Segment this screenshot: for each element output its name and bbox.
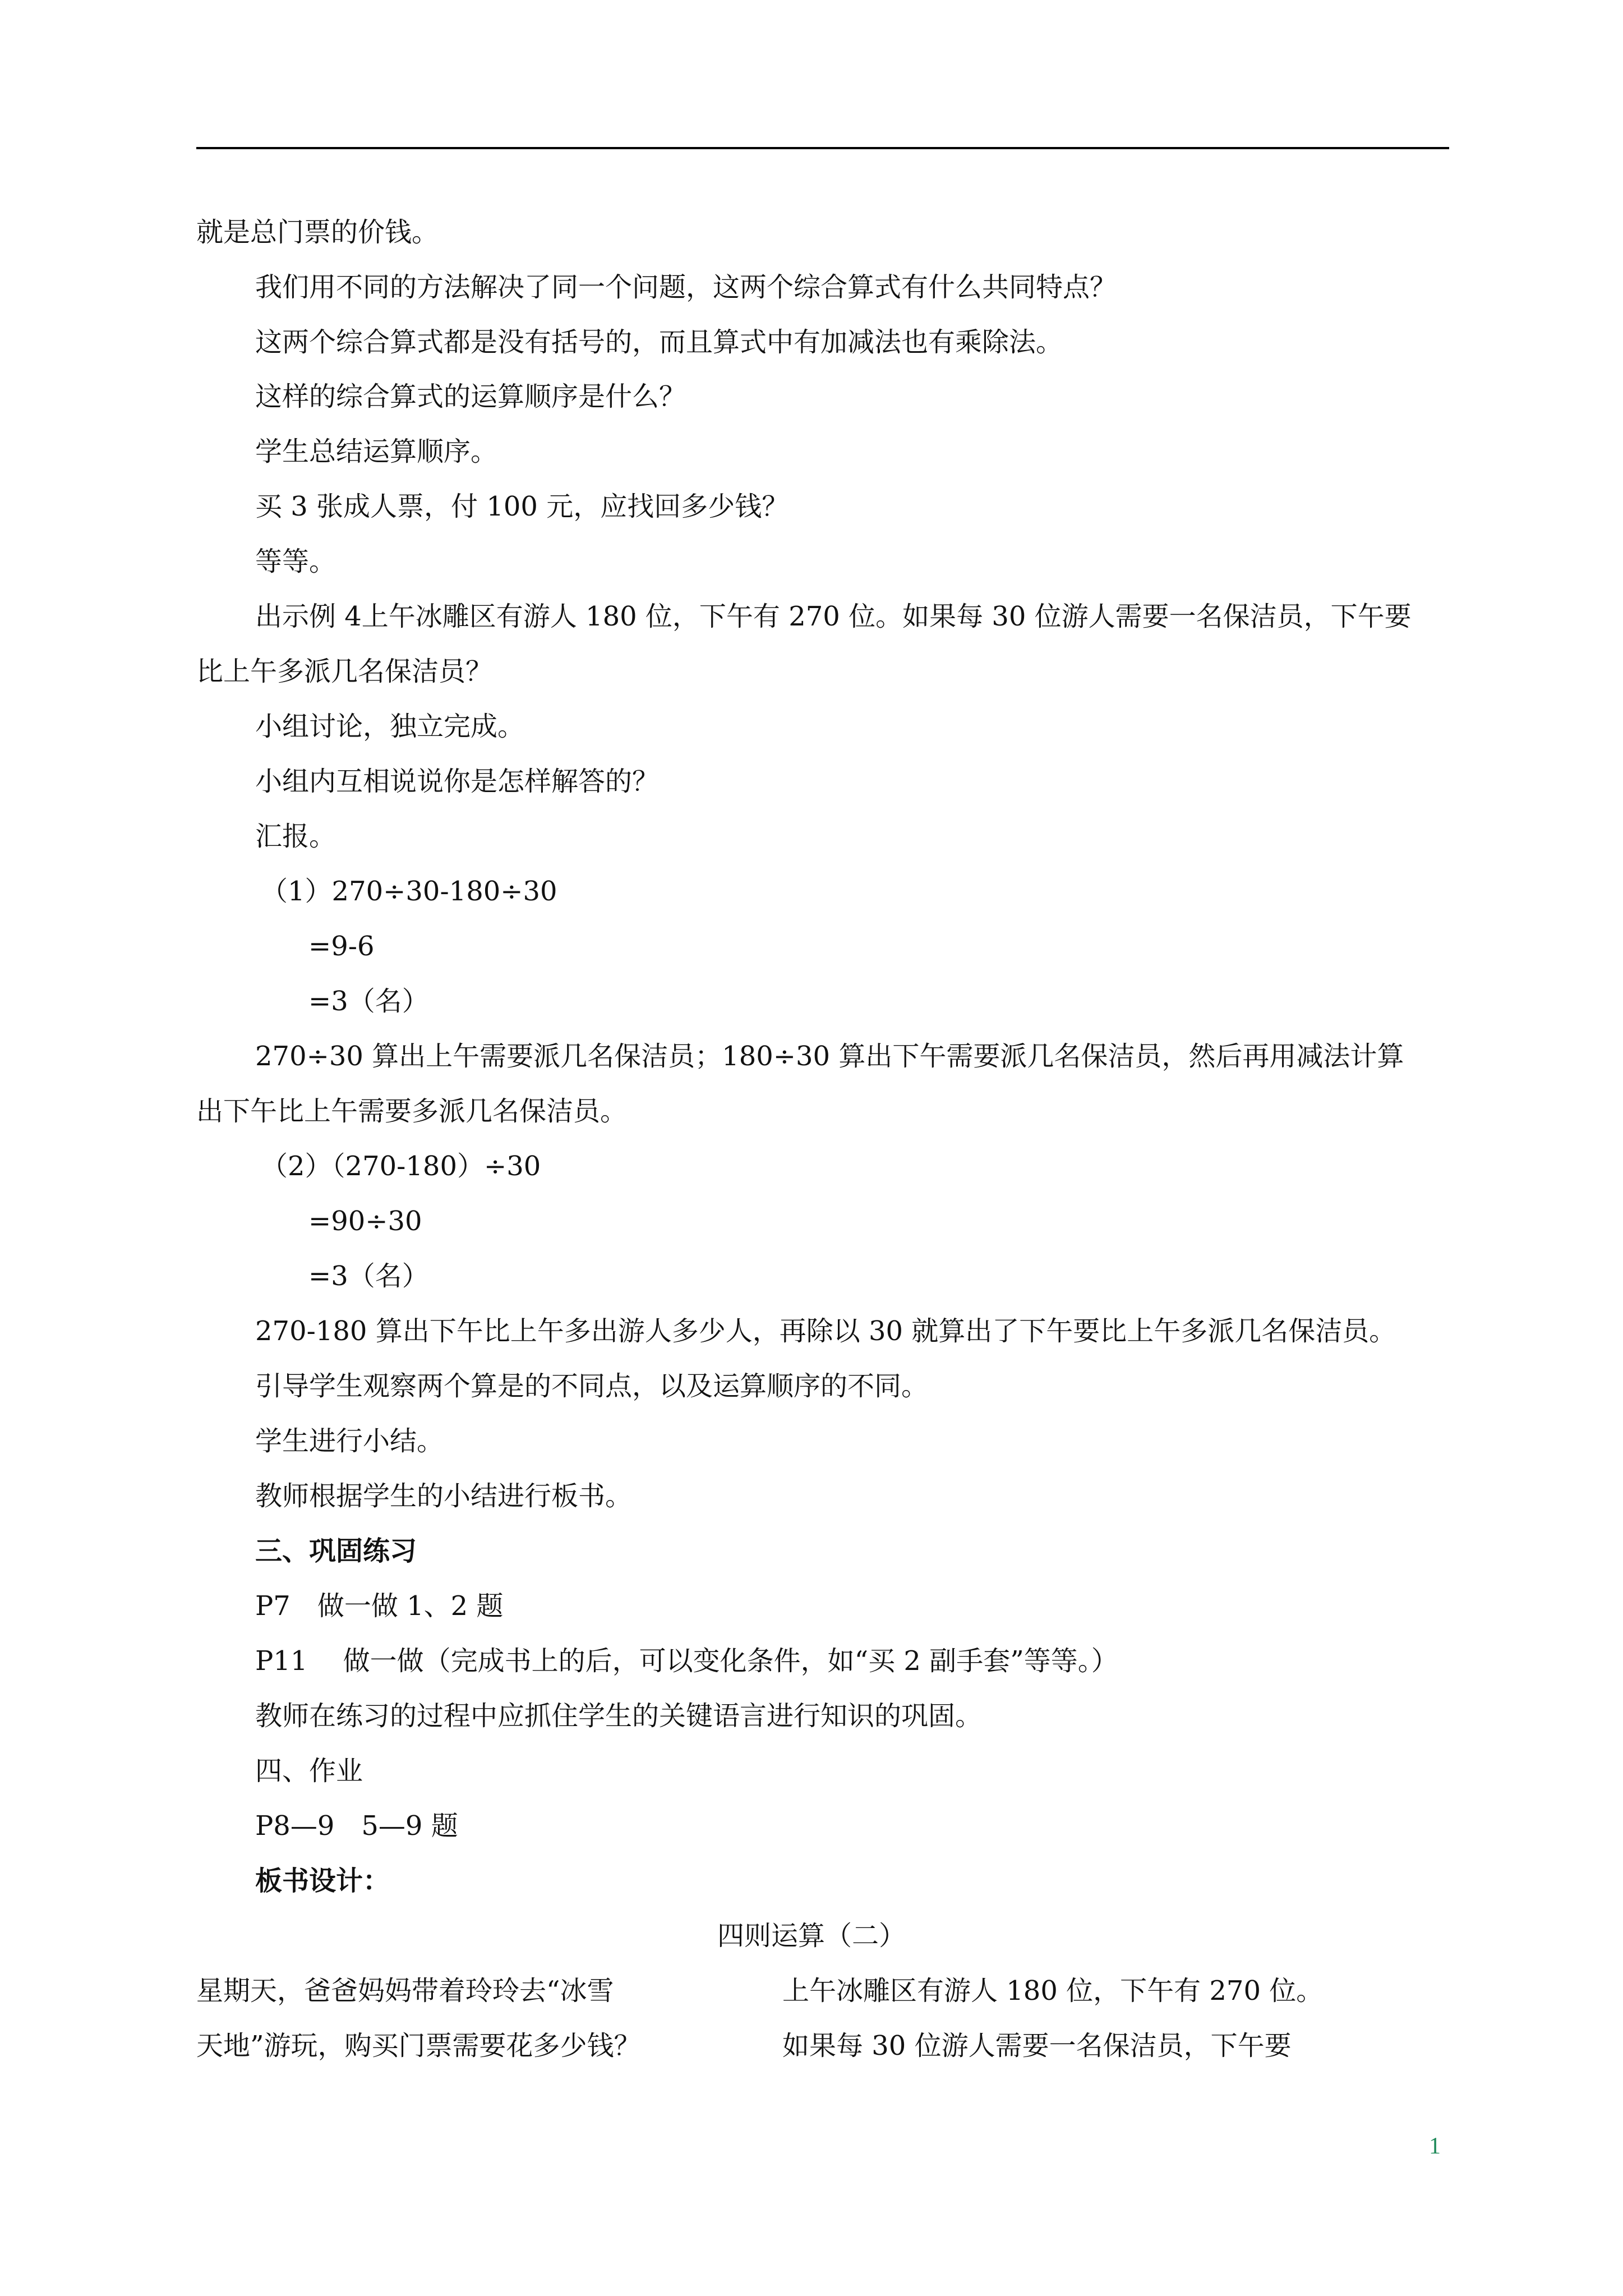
text-line: P7 做一做 1、2 题 [255,1590,504,1622]
text-line: 这两个综合算式都是没有括号的，而且算式中有加减法也有乘除法。 [255,326,1063,358]
text-line: 汇报。 [255,821,336,852]
text-line: 引导学生观察两个算是的不同点，以及运算顺序的不同。 [255,1370,929,1402]
equation-line: =3（名） [308,986,429,1017]
text-line: 270÷30 算出上午需要派几名保洁员；180÷30 算出下午需要派几名保洁员，然后再用减法计算 [255,1041,1404,1072]
board-left-line: 天地”游玩，购买门票需要花多少钱？ [196,2030,641,2062]
text-line: 这样的综合算式的运算顺序是什么？ [255,381,686,412]
text-line: P8—9 5—9 题 [255,1810,458,1842]
text-line: 教师根据学生的小结进行板书。 [255,1480,633,1512]
board-left-line: 星期天，爸爸妈妈带着玲玲去“冰雪 [196,1975,614,2007]
text-line: 出下午比上午需要多派几名保洁员。 [196,1096,628,1127]
header-rule [196,147,1449,149]
section-heading: 三、巩固练习 [255,1535,417,1567]
text-line: 买 3 张成人票，付 100 元，应找回多少钱？ [255,491,789,522]
text-line: 教师在练习的过程中应抓住学生的关键语言进行知识的巩固。 [255,1700,983,1732]
section-heading: 板书设计： [255,1865,390,1897]
equation-line: =9-6 [308,931,375,962]
text-line: 学生进行小结。 [255,1425,444,1457]
section-heading: 四、作业 [255,1755,363,1787]
text-line: 等等。 [255,546,336,577]
equation-line: （1）270÷30-180÷30 [261,876,557,907]
text-line: 我们用不同的方法解决了同一个问题，这两个综合算式有什么共同特点？ [255,272,1117,303]
text-line: 就是总门票的价钱。 [196,217,439,248]
text-line: 出示例 4上午冰雕区有游人 180 位，下午有 270 位。如果每 30 位游人需要一名保洁员，下午要 [255,601,1412,632]
text-line: 小组内互相说说你是怎样解答的？ [255,766,660,797]
equation-line: =90÷30 [308,1205,422,1237]
equation-line: （2）（270-180）÷30 [261,1151,541,1182]
text-line: 小组讨论，独立完成。 [255,711,525,742]
text-line: 学生总结运算顺序。 [255,436,498,467]
text-line: P11 做一做（完成书上的后，可以变化条件，如“买 2 副手套”等等。） [255,1645,1118,1677]
board-title: 四则运算（二） [717,1920,906,1952]
text-line: 比上午多派几名保洁员？ [196,656,493,687]
board-right-line: 如果每 30 位游人需要一名保洁员，下午要 [782,2030,1292,2062]
board-right-line: 上午冰雕区有游人 180 位，下午有 270 位。 [782,1975,1324,2007]
text-line: 270-180 算出下午比上午多出游人多少人，再除以 30 就算出了下午要比上午多派几名保洁员。 [255,1315,1396,1347]
equation-line: =3（名） [308,1260,429,1292]
page-number: 1 [1429,2133,1441,2159]
